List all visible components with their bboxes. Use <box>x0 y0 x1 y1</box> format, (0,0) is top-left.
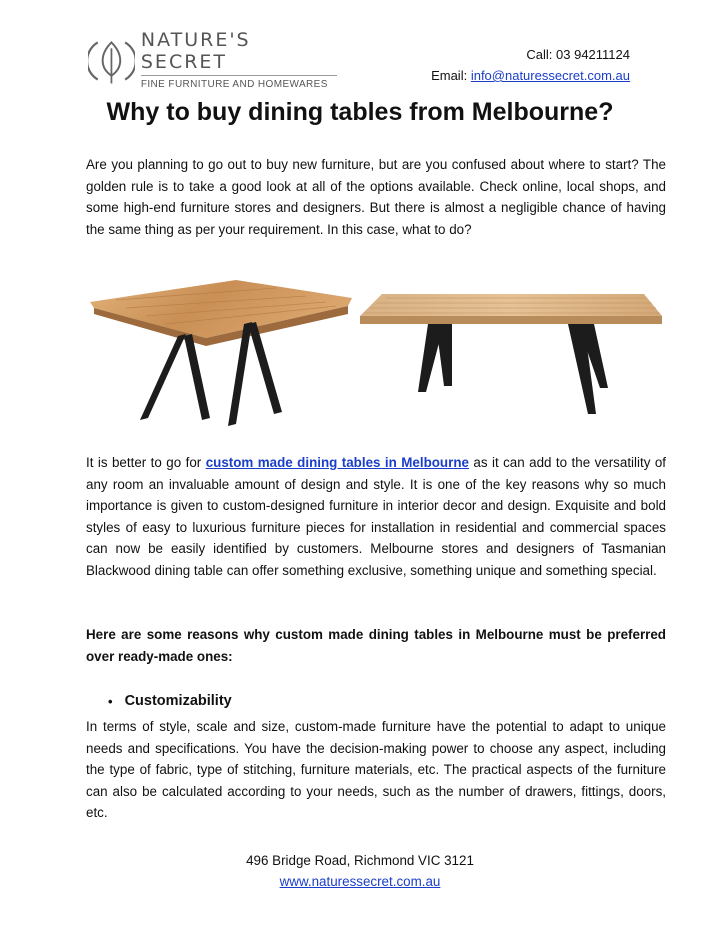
logo-name: NATURE'S SECRET <box>140 29 251 73</box>
reasons-heading: Here are some reasons why custom made dining tables in Melbourne must be preferred over ready-made ones: <box>86 627 666 664</box>
footer-address: 496 Bridge Road, Richmond VIC 3121 <box>246 853 474 868</box>
paragraph-text-after-link: as it can add to the versatility of any room an invaluable amount of design and style. It is one of the key reasons why so much importance is given to custom-designed furniture in interior decor and design. Exquisite and bold styles of easy to luxurious furniture pieces for installation in residential and commercial spaces can now be easily identified by customers. Melbourne stores and designers of Tasmanian Blackwood dining table can offer something exclusive, something unique and something special. <box>86 455 666 578</box>
paragraph-text-before-link: It is better to go for <box>86 455 206 470</box>
bullet-customizability <box>108 693 232 709</box>
call-label: Call: <box>526 47 553 62</box>
footer <box>0 850 720 892</box>
logo-tagline: FINE FURNITURE AND HOMEWARES <box>140 79 328 90</box>
intro-paragraph: Are you planning to go out to buy new furniture, but are you confused about where to start? The golden rule is to take a good look at all of the options available. Check online, local shops, and some high-end furniture stores and designers. But there is almost a negligible chance of having the same thing as per your requirement. In this case, what to do? <box>86 157 666 237</box>
custom-tables-paragraph <box>86 452 666 582</box>
email-line <box>431 65 630 86</box>
phone-line <box>431 44 630 65</box>
dining-table-image-right <box>356 288 666 423</box>
customizability-paragraph: In terms of style, scale and size, custom-made furniture have the potential to adapt to unique needs and specifications. You have the decision-making power to choose any aspect, including the type of fabric, type of stitching, furniture materials, etc. The practical aspects of the furniture can also be calculated according to your needs, such as the number of drawers, fittings, doors, etc. <box>86 719 666 821</box>
logo-divider <box>141 75 337 76</box>
bullet-dot-icon: • <box>108 693 113 709</box>
email-link[interactable]: info@naturessecret.com.au <box>470 68 630 83</box>
company-logo[interactable] <box>88 29 340 90</box>
dining-table-image-left <box>86 278 356 428</box>
bullet-label: Customizability <box>124 693 232 709</box>
email-label: Email: <box>431 68 468 83</box>
leaf-in-circle-icon <box>88 34 135 86</box>
contact-info <box>431 44 630 86</box>
footer-website-link[interactable]: www.naturessecret.com.au <box>279 874 441 889</box>
page-title: Why to buy dining tables from Melbourne? <box>106 98 614 126</box>
custom-tables-link[interactable]: custom made dining tables in Melbourne <box>205 455 469 470</box>
phone-number: 03 94211124 <box>556 47 630 62</box>
